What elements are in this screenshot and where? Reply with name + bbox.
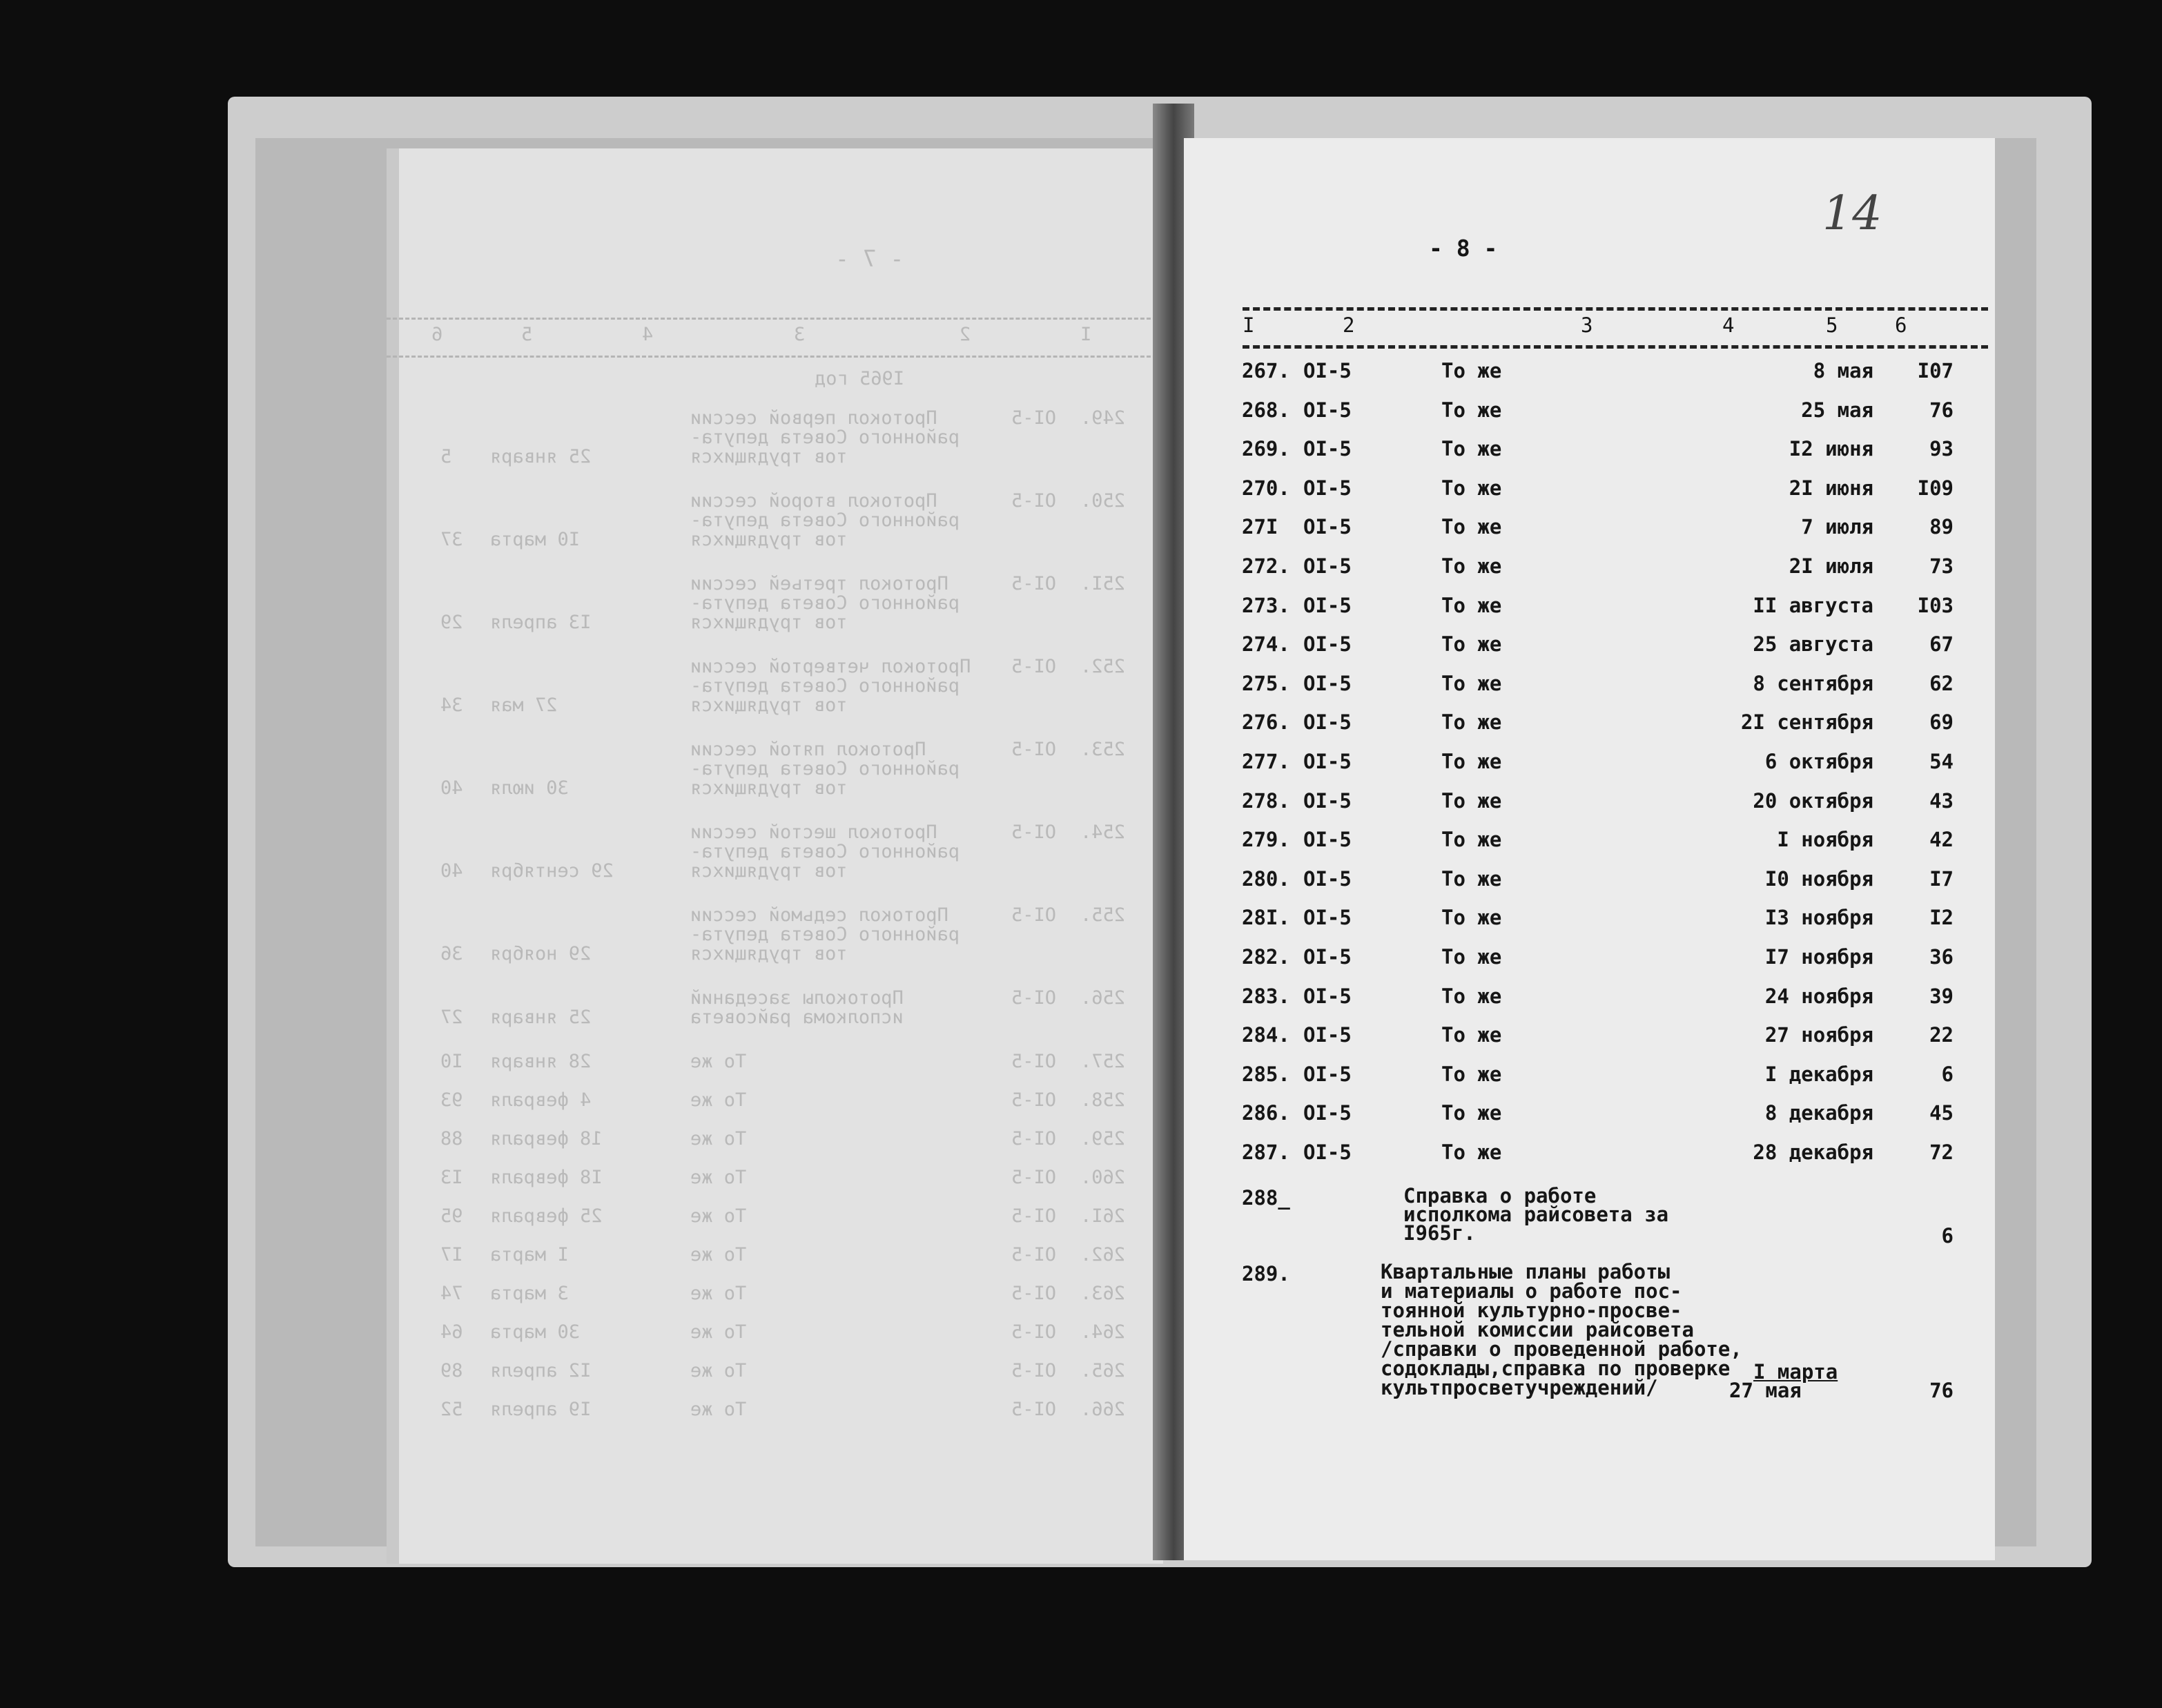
row-number: 269.	[1242, 437, 1290, 461]
entry-289-date-start: I марта	[1753, 1360, 1838, 1384]
bleed-entry-number: 263.	[1080, 1283, 1126, 1304]
bleed-entry-number: 255.	[1080, 904, 1126, 926]
row-number: 280.	[1242, 866, 1290, 891]
bleed-entry-number: 262.	[1080, 1244, 1126, 1265]
bleed-entry-date: 28 января	[490, 1051, 592, 1072]
row-index: OI-5	[1303, 788, 1352, 813]
row-title: То же	[1441, 554, 1502, 578]
bleed-entry-date: I8 февраля	[490, 1167, 603, 1188]
entry-289-date-end: 27 мая	[1729, 1379, 1802, 1402]
bleed-entry-date: 18 февраля	[490, 1128, 603, 1149]
row-date: 20 октября	[1753, 788, 1873, 813]
bleed-entry-date: I3 апреля	[490, 612, 592, 633]
bleed-entry-date: 4 февраля	[490, 1089, 592, 1111]
row-date: 6 октября	[1764, 750, 1873, 773]
bleed-column-header: 3	[794, 324, 806, 345]
bleed-entry-text: Протокол четвертой сессии	[690, 656, 971, 677]
column-header: 6	[1895, 313, 1907, 337]
row-number: 272.	[1242, 554, 1290, 578]
bleed-entry-text: районного Совета депута-	[690, 924, 960, 945]
row-number: 270.	[1242, 476, 1290, 500]
bleed-entry-number: 252.	[1080, 656, 1126, 677]
bleed-header-rule	[387, 356, 1163, 358]
bleed-header-rule	[387, 318, 1163, 320]
bleed-entry-date: 29 ноября	[490, 943, 592, 964]
bleed-entry-number: 25I.	[1080, 573, 1126, 594]
bleed-entry-date: I марта	[490, 1244, 569, 1265]
row-index: OI-5	[1303, 750, 1352, 773]
entry-line: культпросветучреждений/	[1381, 1376, 1658, 1399]
column-header: I	[1243, 313, 1255, 337]
bleed-year-heading: I965 год	[815, 368, 905, 389]
row-title: То же	[1441, 788, 1502, 813]
row-date: 8 сентября	[1753, 671, 1873, 695]
bleed-entry-date: 30 июля	[490, 777, 569, 799]
bleed-entry-index: OI-5	[1011, 1089, 1057, 1111]
row-pages: 39	[1929, 984, 1954, 1008]
row-index: OI-5	[1303, 671, 1352, 695]
bleed-entry-pages: 64	[440, 1321, 463, 1343]
header-rule-top	[1243, 307, 1988, 311]
bleed-entry-number: 256.	[1080, 987, 1126, 1009]
bleed-entry-number: 266.	[1080, 1399, 1126, 1420]
row-pages: 93	[1929, 437, 1954, 461]
row-pages: 36	[1929, 945, 1954, 969]
page-edge-stack	[387, 148, 399, 1564]
row-title: То же	[1441, 515, 1502, 539]
bleed-entry-pages: 74	[440, 1283, 463, 1304]
bleed-entry-pages: I7	[440, 1244, 463, 1265]
bleed-entry-date: 30 марта	[490, 1321, 581, 1343]
row-index: OI-5	[1303, 398, 1352, 422]
row-date: 24 ноября	[1764, 984, 1873, 1008]
bleed-entry-date: 27 мая	[490, 695, 558, 716]
bleed-entry-number: 250.	[1080, 490, 1126, 512]
bleed-entry-text: районного Совета депута-	[690, 510, 960, 531]
bleed-column-header: 6	[431, 324, 443, 345]
row-pages: 76	[1929, 398, 1954, 422]
row-pages: 22	[1929, 1023, 1954, 1047]
right-page-recto	[1184, 138, 1995, 1560]
bleed-entry-pages: 5	[440, 446, 452, 467]
bleed-entry-text: районного Совета депута-	[690, 758, 960, 779]
row-pages: I07	[1917, 359, 1954, 382]
row-pages: 45	[1929, 1101, 1954, 1125]
row-index: OI-5	[1303, 476, 1352, 500]
bleed-entry-number: 264.	[1080, 1321, 1126, 1343]
row-number: 279.	[1242, 828, 1290, 852]
row-date: I3 ноября	[1764, 906, 1873, 930]
row-index: OI-5	[1303, 984, 1352, 1008]
row-title: То же	[1441, 398, 1502, 422]
row-pages: I03	[1917, 593, 1954, 617]
bleed-entry-text: тов трудящихся	[690, 529, 848, 550]
entry-line: исполкома райсовета за	[1403, 1203, 1669, 1226]
bleed-entry-text: Протокол первой сессии	[690, 407, 937, 429]
bleed-entry-text: районного Совета депута-	[690, 675, 960, 697]
row-index: OI-5	[1303, 1101, 1352, 1125]
row-date: II августа	[1753, 593, 1873, 617]
row-title: То же	[1441, 437, 1502, 461]
row-number: 284.	[1242, 1023, 1290, 1047]
bleed-entry-text: То же	[690, 1244, 747, 1265]
row-index: OI-5	[1303, 515, 1352, 539]
handwritten-folio-number: 14	[1822, 186, 1882, 241]
row-number: 27I	[1242, 515, 1278, 539]
row-number: 277.	[1242, 750, 1290, 773]
bleed-entry-pages: 34	[440, 695, 463, 716]
row-date: 8 мая	[1813, 359, 1873, 382]
bleed-entry-text: Протокол второй сессии	[690, 490, 937, 512]
bleed-entry-pages: I0	[440, 1051, 463, 1072]
bleed-entry-number: 257.	[1080, 1051, 1126, 1072]
bleed-entry-text: То же	[690, 1321, 747, 1343]
bleed-entry-number: 265.	[1080, 1360, 1126, 1381]
row-title: То же	[1441, 945, 1502, 969]
bleed-entry-text: Протоколы заседаний	[690, 987, 904, 1009]
bleed-entry-number: 253.	[1080, 739, 1126, 760]
row-index: OI-5	[1303, 593, 1352, 617]
row-pages: 42	[1929, 828, 1954, 852]
bleed-entry-pages: 52	[440, 1399, 463, 1420]
row-title: То же	[1441, 632, 1502, 657]
row-date: 25 августа	[1753, 632, 1873, 657]
row-title: То же	[1441, 750, 1502, 773]
bleed-entry-date: 25 февраля	[490, 1205, 603, 1227]
row-pages: I2	[1929, 906, 1954, 930]
row-date: I0 ноября	[1764, 866, 1873, 891]
bleed-entry-text: исполкома райсовета	[690, 1007, 904, 1028]
bleed-entry-index: OI-5	[1011, 1244, 1057, 1265]
bleed-entry-text: районного Совета депута-	[690, 592, 960, 614]
entry-289-number: 289.	[1242, 1262, 1290, 1285]
entry-line: /справки о проведенной работе,	[1381, 1337, 1742, 1361]
row-title: То же	[1441, 1141, 1502, 1164]
bleed-entry-index: OI-5	[1011, 1360, 1057, 1381]
row-title: То же	[1441, 984, 1502, 1008]
bleed-entry-index: OI-5	[1011, 1399, 1057, 1420]
bleed-column-header: 4	[642, 324, 654, 345]
column-header: 3	[1581, 313, 1593, 337]
bleed-page-number: - 7 -	[835, 245, 904, 272]
row-index: OI-5	[1303, 866, 1352, 891]
bleed-entry-index: OI-5	[1011, 1321, 1057, 1343]
bleed-entry-pages: 95	[440, 1205, 463, 1227]
bleed-entry-pages: 88	[440, 1128, 463, 1149]
bleed-entry-text: То же	[690, 1089, 747, 1111]
bleed-entry-date: 29 сентября	[490, 860, 614, 882]
bleed-entry-pages: 89	[440, 1360, 463, 1381]
row-number: 275.	[1242, 671, 1290, 695]
bleed-column-header: I	[1080, 324, 1092, 345]
bleed-entry-date: 25 января	[490, 1007, 592, 1028]
bleed-entry-text: Протокол шестой сессии	[690, 822, 937, 843]
row-number: 267.	[1242, 359, 1290, 382]
bleed-entry-pages: 27	[440, 1007, 463, 1028]
entry-line: Квартальные планы работы	[1381, 1260, 1671, 1283]
bleed-entry-number: 254.	[1080, 822, 1126, 843]
bleed-entry-index: OI-5	[1011, 656, 1057, 677]
row-number: 282.	[1242, 945, 1290, 969]
bleed-column-header: 5	[521, 324, 533, 345]
bleed-entry-text: То же	[690, 1051, 747, 1072]
bleed-entry-date: 25 января	[490, 446, 592, 467]
bleed-entry-pages: 36	[440, 943, 463, 964]
bleed-entry-index: OI-5	[1011, 407, 1057, 429]
header-rule-bottom	[1243, 345, 1988, 349]
row-index: OI-5	[1303, 359, 1352, 382]
row-number: 283.	[1242, 984, 1290, 1008]
row-date: I ноября	[1777, 828, 1873, 852]
row-title: То же	[1441, 593, 1502, 617]
row-pages: 69	[1929, 710, 1954, 735]
row-title: То же	[1441, 828, 1502, 852]
row-number: 28I.	[1242, 906, 1290, 930]
row-title: То же	[1441, 906, 1502, 930]
bleed-entry-number: 259.	[1080, 1128, 1126, 1149]
row-number: 278.	[1242, 788, 1290, 813]
row-title: То же	[1441, 1023, 1502, 1047]
column-header: 4	[1722, 313, 1735, 337]
entry-288-pages: 6	[1941, 1224, 1954, 1248]
entry-line: I965г.	[1403, 1221, 1476, 1245]
bleed-entry-text: тов трудящихся	[690, 446, 848, 467]
row-title: То же	[1441, 1062, 1502, 1086]
column-header: 5	[1826, 313, 1838, 337]
row-date: 2I сентября	[1740, 710, 1873, 735]
bleed-entry-index: OI-5	[1011, 1051, 1057, 1072]
bleed-entry-index: OI-5	[1011, 904, 1057, 926]
column-header: 2	[1343, 313, 1355, 337]
entry-line: содоклады,справка по проверке	[1381, 1357, 1731, 1380]
row-index: OI-5	[1303, 906, 1352, 930]
row-date: 28 декабря	[1753, 1141, 1873, 1164]
row-date: 2I июля	[1789, 554, 1873, 578]
row-date: 8 декабря	[1764, 1101, 1873, 1125]
bleed-entry-number: 260.	[1080, 1167, 1126, 1188]
bleed-entry-text: тов трудящихся	[690, 695, 848, 716]
row-pages: I7	[1929, 866, 1954, 891]
bleed-entry-pages: 93	[440, 1089, 463, 1111]
bleed-entry-date: I0 марта	[490, 529, 581, 550]
bleed-entry-text: То же	[690, 1360, 747, 1381]
row-index: OI-5	[1303, 1023, 1352, 1047]
row-title: То же	[1441, 359, 1502, 382]
row-pages: 54	[1929, 750, 1954, 773]
row-number: 285.	[1242, 1062, 1290, 1086]
bleed-entry-pages: 40	[440, 860, 463, 882]
row-number: 273.	[1242, 593, 1290, 617]
row-title: То же	[1441, 710, 1502, 735]
row-index: OI-5	[1303, 554, 1352, 578]
row-number: 287.	[1242, 1141, 1290, 1164]
entry-288-number: 288_	[1242, 1186, 1290, 1210]
bleed-entry-number: 249.	[1080, 407, 1126, 429]
bleed-entry-text: То же	[690, 1167, 747, 1188]
row-date: I7 ноября	[1764, 945, 1873, 969]
bleed-entry-index: OI-5	[1011, 987, 1057, 1009]
entry-line: Справка о работе	[1403, 1184, 1597, 1207]
row-title: То же	[1441, 1101, 1502, 1125]
row-date: 7 июля	[1801, 515, 1873, 539]
bleed-entry-date: I9 апреля	[490, 1399, 592, 1420]
bleed-entry-index: OI-5	[1011, 490, 1057, 512]
bleed-entry-text: Протокол седьмой сессии	[690, 904, 948, 926]
bleed-entry-index: OI-5	[1011, 1167, 1057, 1188]
row-index: OI-5	[1303, 828, 1352, 852]
bleed-entry-pages: I3	[440, 1167, 463, 1188]
bleed-entry-text: тов трудящихся	[690, 860, 848, 882]
row-pages: 73	[1929, 554, 1954, 578]
row-index: OI-5	[1303, 1062, 1352, 1086]
row-title: То же	[1441, 866, 1502, 891]
bleed-entry-number: 26I.	[1080, 1205, 1126, 1227]
left-page-verso	[387, 148, 1163, 1564]
row-index: OI-5	[1303, 945, 1352, 969]
row-date: 2I июня	[1789, 476, 1873, 500]
row-pages: 43	[1929, 788, 1954, 813]
bleed-entry-text: То же	[690, 1399, 747, 1420]
row-title: То же	[1441, 476, 1502, 500]
row-pages: 89	[1929, 515, 1954, 539]
bleed-entry-text: тов трудящихся	[690, 777, 848, 799]
row-date: 25 мая	[1801, 398, 1873, 422]
row-pages: 67	[1929, 632, 1954, 657]
bleed-entry-number: 258.	[1080, 1089, 1126, 1111]
bleed-entry-index: OI-5	[1011, 739, 1057, 760]
bleed-entry-date: 3 марта	[490, 1283, 569, 1304]
row-date: I2 июня	[1789, 437, 1873, 461]
row-index: OI-5	[1303, 710, 1352, 735]
row-number: 286.	[1242, 1101, 1290, 1125]
row-title: То же	[1441, 671, 1502, 695]
row-index: OI-5	[1303, 1141, 1352, 1164]
row-date: I декабря	[1764, 1062, 1873, 1086]
bleed-entry-index: OI-5	[1011, 1205, 1057, 1227]
bleed-entry-text: То же	[690, 1128, 747, 1149]
bleed-entry-text: тов трудящихся	[690, 943, 848, 964]
entry-line: и материалы о работе пос-	[1381, 1279, 1682, 1303]
bleed-entry-text: тов трудящихся	[690, 612, 848, 633]
bleed-entry-text: районного Совета депута-	[690, 841, 960, 862]
row-date: 27 ноября	[1764, 1023, 1873, 1047]
bleed-entry-index: OI-5	[1011, 1283, 1057, 1304]
bleed-entry-text: То же	[690, 1283, 747, 1304]
bleed-entry-text: районного Совета депута-	[690, 427, 960, 448]
bleed-entry-pages: 29	[440, 612, 463, 633]
row-pages: 72	[1929, 1141, 1954, 1164]
bleed-entry-text: То же	[690, 1205, 747, 1227]
row-number: 274.	[1242, 632, 1290, 657]
entry-line: тельной комиссии райсовета	[1381, 1318, 1694, 1341]
bleed-entry-pages: 37	[440, 529, 463, 550]
row-number: 276.	[1242, 710, 1290, 735]
bleed-entry-index: OI-5	[1011, 573, 1057, 594]
entry-line: тоянной культурно-просве-	[1381, 1299, 1682, 1322]
bleed-entry-date: I2 апреля	[490, 1360, 592, 1381]
bleed-entry-index: OI-5	[1011, 822, 1057, 843]
row-pages: 6	[1941, 1062, 1954, 1086]
bleed-column-header: 2	[960, 324, 971, 345]
bleed-entry-text: Протокол третьей сессии	[690, 573, 948, 594]
bleed-entry-pages: 40	[440, 777, 463, 799]
page-number: - 8 -	[1429, 235, 1498, 262]
row-number: 268.	[1242, 398, 1290, 422]
bleed-entry-index: OI-5	[1011, 1128, 1057, 1149]
row-pages: I09	[1917, 476, 1954, 500]
row-index: OI-5	[1303, 632, 1352, 657]
bleed-entry-text: Протокол пятой сессии	[690, 739, 926, 760]
row-index: OI-5	[1303, 437, 1352, 461]
entry-289-pages: 76	[1929, 1379, 1954, 1402]
row-pages: 62	[1929, 671, 1954, 695]
